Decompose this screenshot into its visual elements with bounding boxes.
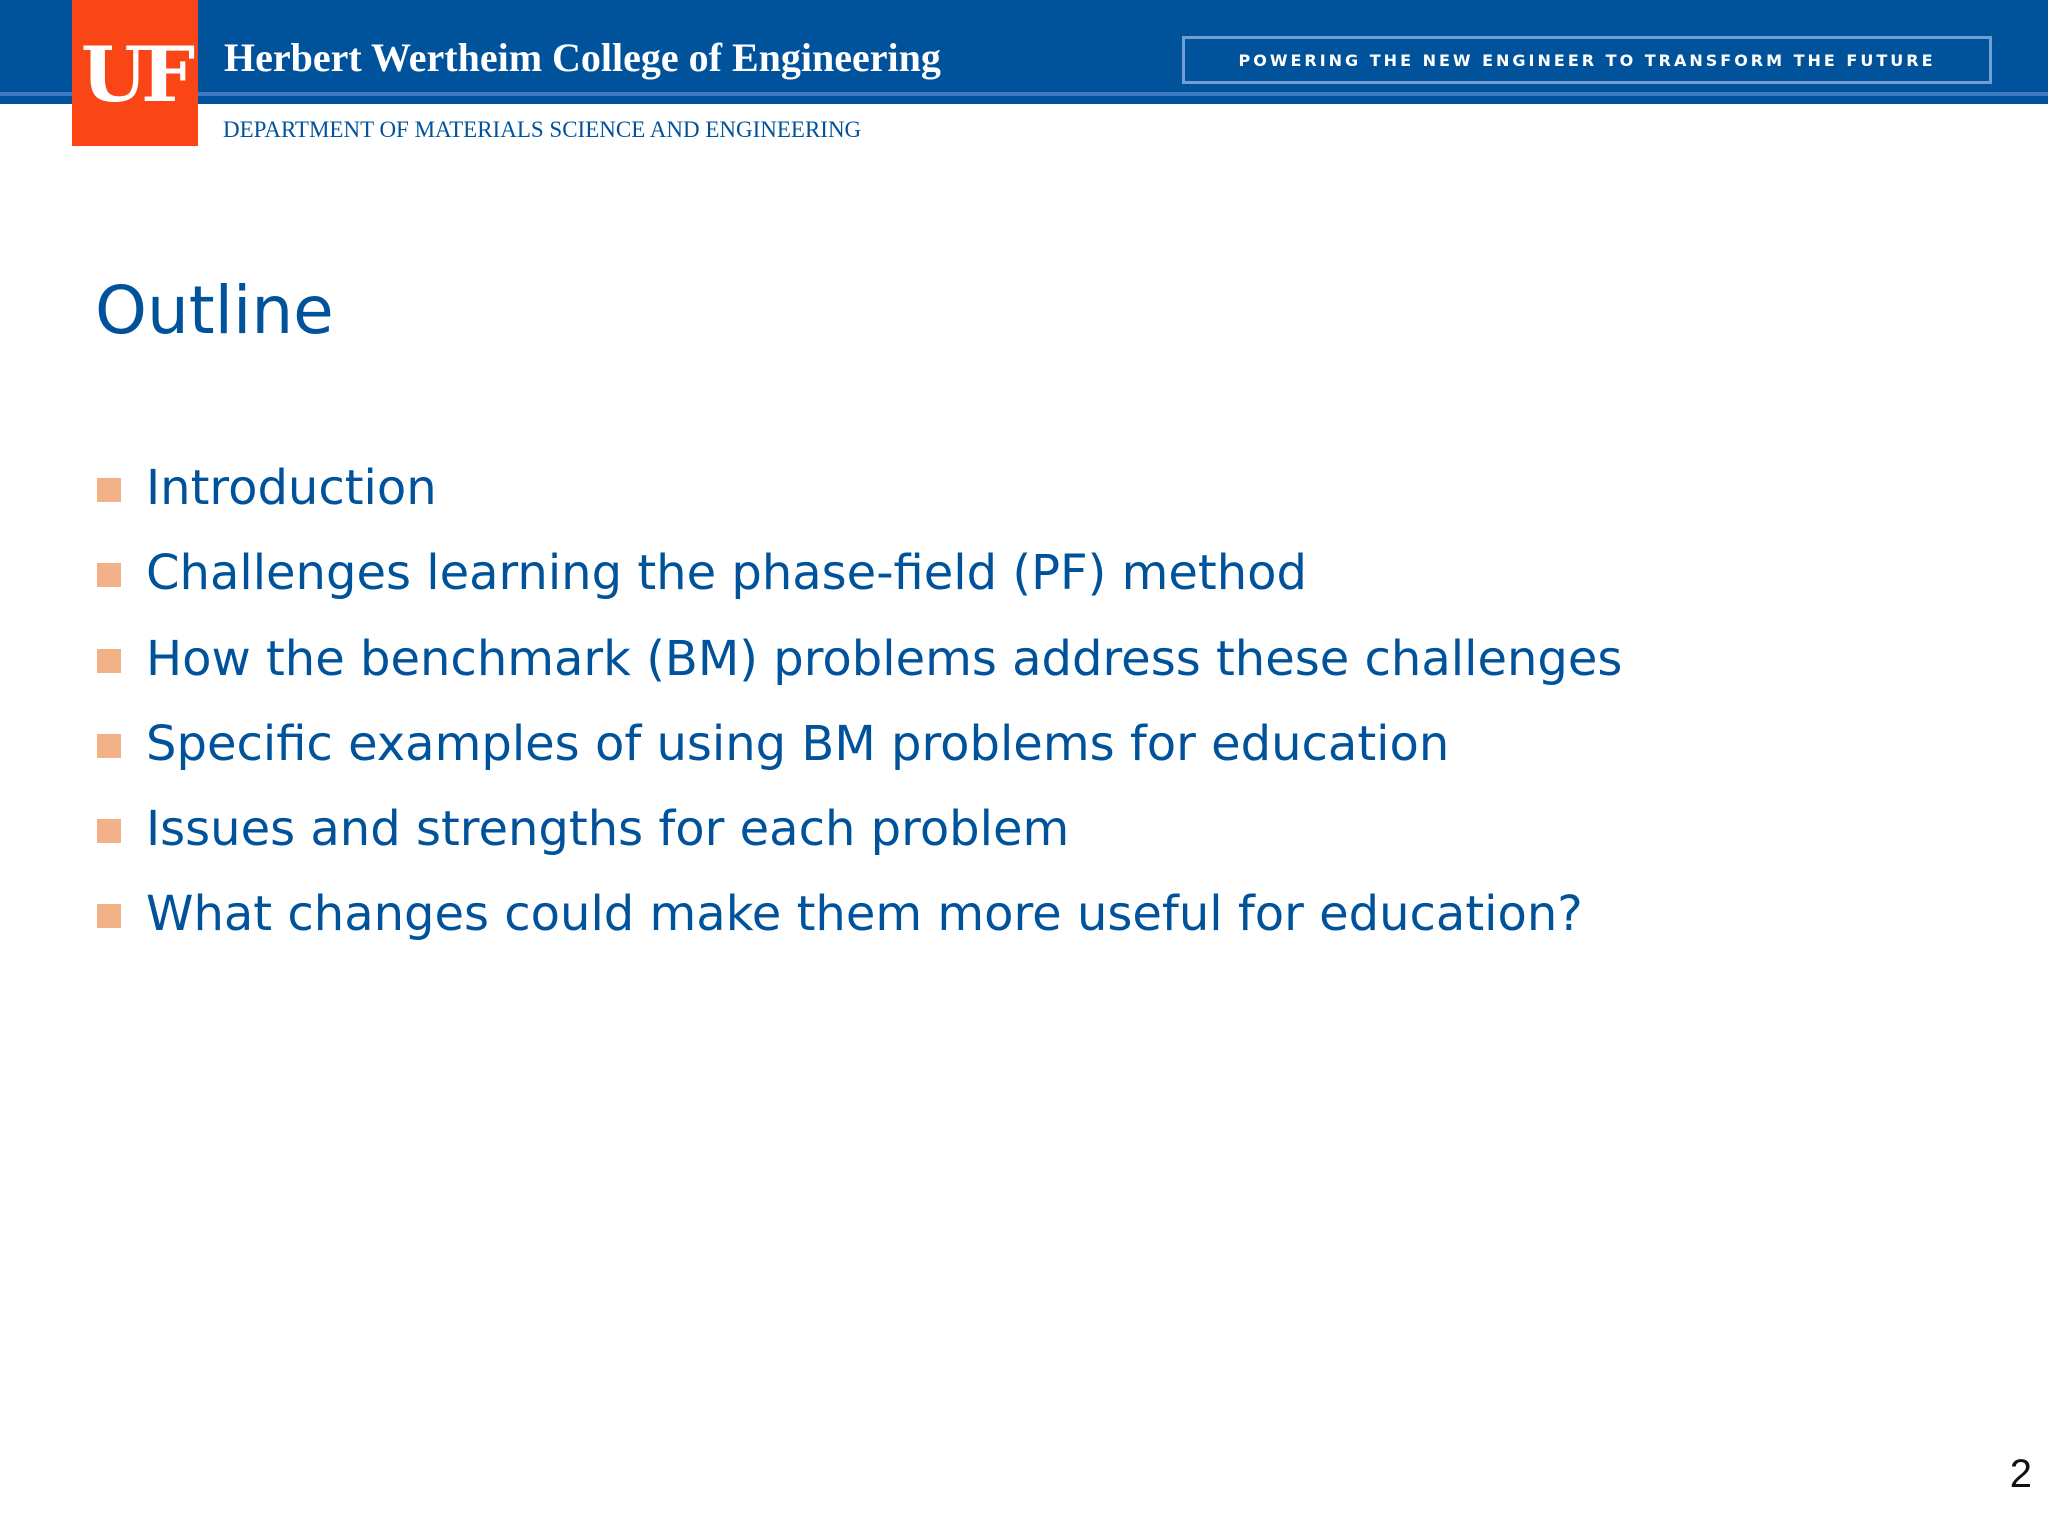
slide-title: Outline [95, 272, 334, 349]
outline-item-text: What changes could make them more useful for education? [146, 886, 1583, 943]
outline-item [97, 797, 1622, 882]
outline-item [97, 456, 1622, 541]
outline-item-text: How the benchmark (BM) problems address these challenges [146, 630, 1623, 687]
square-bullet-icon [97, 904, 121, 928]
uf-logo [72, 0, 198, 146]
outline-item-text: Issues and strengths for each problem [146, 801, 1070, 858]
college-name: Herbert Wertheim College of Engineering [224, 35, 941, 80]
square-bullet-icon [97, 478, 121, 502]
square-bullet-icon [97, 819, 121, 843]
department-name: DEPARTMENT OF MATERIALS SCIENCE AND ENGINEERING [223, 117, 862, 142]
outline-item [97, 712, 1622, 797]
uf-logo-text: UF [80, 30, 190, 119]
page-number: 2 [2009, 1452, 2032, 1496]
square-bullet-icon [97, 649, 121, 673]
outline-item [97, 627, 1622, 712]
square-bullet-icon [97, 734, 121, 758]
outline-item-text: Specific examples of using BM problems for education [146, 715, 1450, 772]
outline-item-text: Challenges learning the phase-field (PF) method [146, 545, 1307, 602]
header-divider [0, 92, 2048, 96]
tagline-banner [1182, 36, 1992, 84]
outline-list [97, 456, 1622, 968]
square-bullet-icon [97, 563, 121, 587]
tagline-text: POWERING THE NEW ENGINEER TO TRANSFORM THE FUTURE [1238, 50, 1936, 70]
outline-item-text: Introduction [146, 460, 437, 516]
outline-item [97, 541, 1622, 626]
outline-item [97, 882, 1622, 967]
